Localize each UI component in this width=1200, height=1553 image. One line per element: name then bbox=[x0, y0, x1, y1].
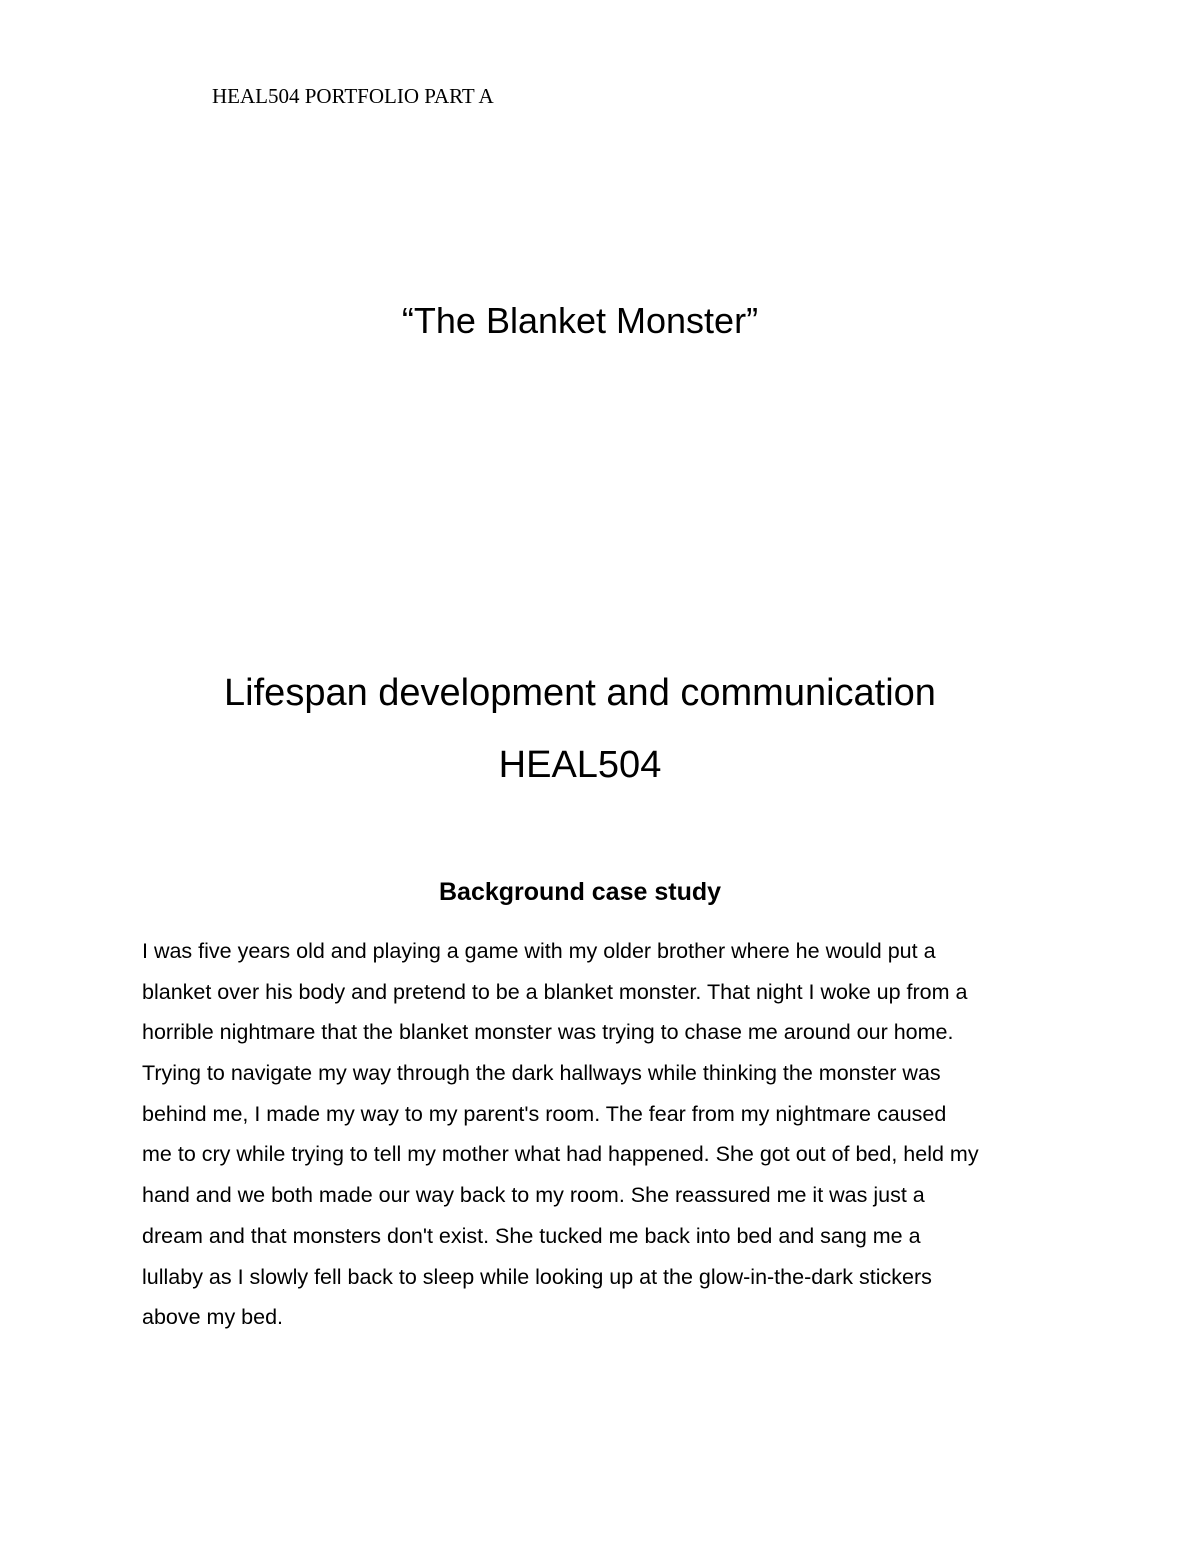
document-title: “The Blanket Monster” bbox=[401, 300, 759, 341]
paragraph-line: above my bed. bbox=[142, 1305, 284, 1330]
section-heading: Background case study bbox=[438, 878, 722, 906]
paragraph-line: Trying to navigate my way through the dark hallways while thinking the monster was bbox=[142, 1061, 941, 1086]
paragraph-line: horrible nightmare that the blanket monster was trying to chase me around our home. bbox=[142, 1020, 954, 1045]
course-name: Lifespan development and communication bbox=[224, 672, 936, 714]
body-paragraph bbox=[142, 934, 1072, 1341]
paragraph-line: lullaby as I slowly fell back to sleep while looking up at the glow-in-the-dark stickers bbox=[142, 1264, 932, 1289]
running-header: HEAL504 PORTFOLIO PART A bbox=[212, 84, 494, 108]
paragraph-line: dream and that monsters don't exist. She tucked me back into bed and sang me a bbox=[142, 1223, 921, 1248]
paragraph-line: behind me, I made my way to my parent's room. The fear from my nightmare caused bbox=[142, 1101, 947, 1126]
paragraph-line: hand and we both made our way back to my room. She reassured me it was just a bbox=[142, 1183, 925, 1208]
paragraph-line: blanket over his body and pretend to be a blanket monster. That night I woke up from a bbox=[142, 979, 968, 1004]
paragraph-line: I was five years old and playing a game with my older brother where he would put a bbox=[142, 939, 936, 963]
paragraph-line: me to cry while trying to tell my mother what had happened. She got out of bed, held my bbox=[142, 1142, 979, 1167]
course-code: HEAL504 bbox=[498, 744, 662, 786]
